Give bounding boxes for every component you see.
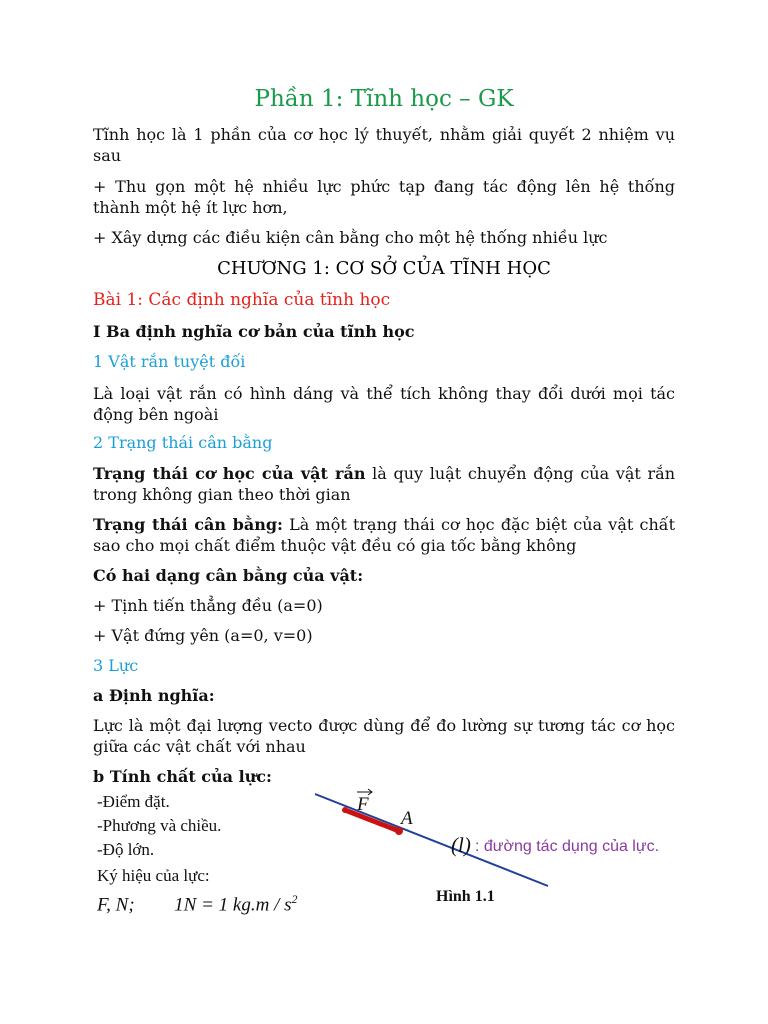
line-label: (l) — [451, 833, 471, 857]
mechanical-state-text: là quy luật chuyển động của vật rắn trong không gian theo thời gian — [93, 464, 676, 504]
definition-heading: a Định nghĩa: — [93, 686, 215, 705]
two-forms-heading: Có hai dạng cân bằng của vật: — [93, 566, 364, 585]
figure-line-point: -Điểm đặt. — [97, 792, 170, 811]
rigid-body-text: Là loại vật rắn có hình dáng và thể tích không thay đổi dưới mọi tác động bên ngoài — [93, 384, 675, 424]
notation-exponent: 2 — [291, 892, 298, 906]
bullet-2: + Xây dựng các điều kiện cân bằng cho một hệ thống nhiều lực — [93, 228, 608, 247]
force-diagram — [93, 786, 683, 916]
mechanical-state-paragraph — [93, 463, 675, 505]
bullet-1: + Thu gọn một hệ nhiều lực phức tạp đang tác động lên hệ thống thành một hệ ít lực hơn, — [93, 177, 675, 217]
line-description: : đường tác dụng của lực. — [475, 838, 660, 855]
force-label: F — [357, 794, 369, 815]
figure-line-magnitude: -Độ lớn. — [97, 840, 155, 859]
figure-caption: Hình 1.1 — [436, 888, 495, 905]
section-heading: I Ba định nghĩa cơ bản của tĩnh học — [93, 322, 415, 341]
lesson-heading: Bài 1: Các định nghĩa của tĩnh học — [93, 290, 391, 310]
force-vector — [345, 810, 399, 831]
subheading-equilibrium: 2 Trạng thái cân bằng — [93, 433, 273, 452]
force-tip-dot — [342, 807, 348, 813]
figure-line-notation-label: Ký hiệu của lực: — [97, 866, 210, 885]
chapter-heading: CHƯƠNG 1: CƠ SỞ CỦA TĨNH HỌC — [217, 258, 551, 279]
form-2: + Vật đứng yên (a=0, v=0) — [93, 626, 313, 645]
properties-heading: b Tính chất của lực: — [93, 767, 272, 786]
notation-symbols: F, N; — [97, 894, 135, 916]
subheading-force: 3 Lực — [93, 656, 139, 675]
definition-text: Lực là một đại lượng vecto được dùng để đo lường sự tương tác cơ học giữa các vật chất với nhau — [93, 716, 675, 756]
page-title: Phần 1: Tĩnh học – GK — [254, 86, 514, 112]
subheading-rigid-body: 1 Vật rắn tuyệt đối — [93, 352, 246, 371]
intro-paragraph: Tĩnh học là 1 phần của cơ học lý thuyết, nhằm giải quyết 2 nhiệm vụ sau — [93, 125, 675, 165]
point-label: A — [401, 808, 413, 829]
equilibrium-paragraph — [93, 514, 675, 556]
mechanical-state-term: Trạng thái cơ học của vật rắn — [93, 464, 366, 483]
form-1: + Tịnh tiến thẳng đều (a=0) — [93, 596, 323, 615]
figure-line-direction: -Phương và chiều. — [97, 816, 222, 835]
equilibrium-term: Trạng thái cân bằng: — [93, 515, 283, 534]
figure-force — [93, 786, 683, 916]
notation-unit: 1N = 1 kg.m / s — [174, 894, 292, 916]
equilibrium-text: Là một trạng thái cơ học đặc biệt của vật chất sao cho mọi chất điểm thuộc vật đều có gia tốc bằng không — [93, 515, 676, 555]
